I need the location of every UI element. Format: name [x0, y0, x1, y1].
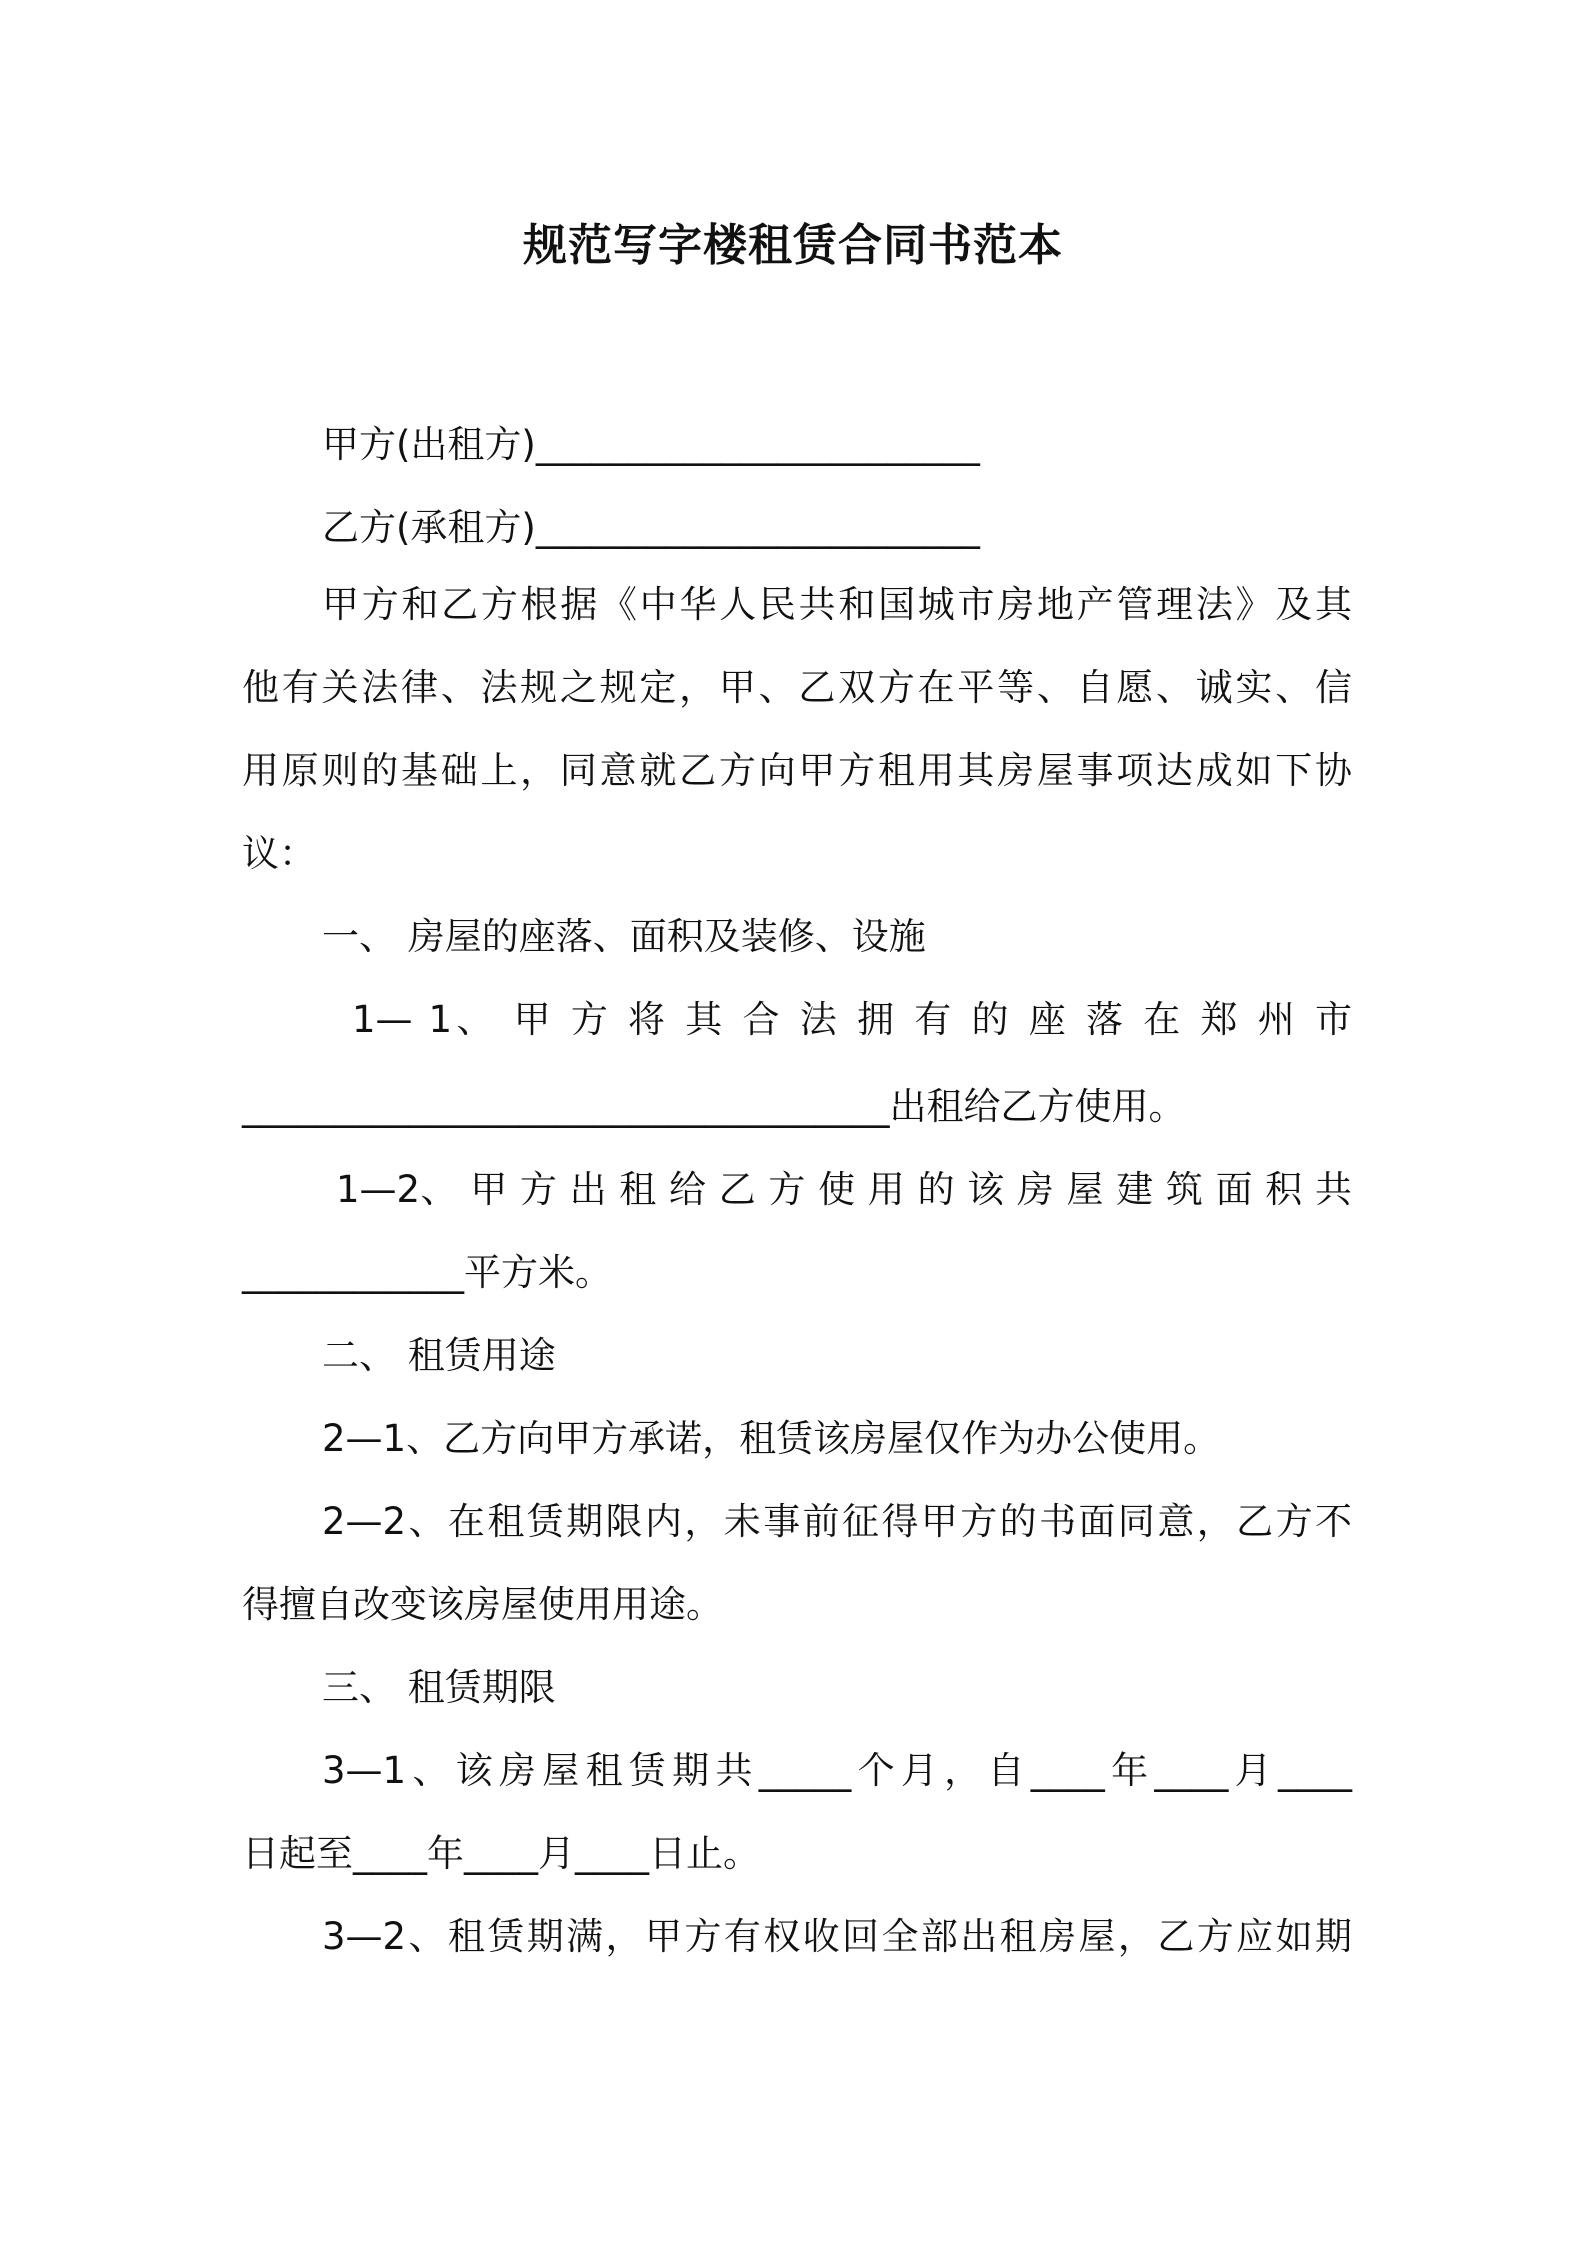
- clause-line: 2—1、乙方向甲方承诺，租赁该房屋仅作为办公使用。: [322, 1417, 1221, 1460]
- clause-line: 日起至____年____月____日止。: [242, 1832, 760, 1875]
- clause-line: 1—2、 甲 方 出 租 给 乙 方 使 用 的 该 房 屋 建 筑 面 积 共: [336, 1168, 1352, 1211]
- clause-line: ___________________________________出租给乙方使用。: [242, 1085, 1186, 1128]
- clause-line: 3—1、该房屋租赁期共_____个月，自____年____月____: [322, 1749, 1352, 1792]
- paragraph-line: 议：: [242, 832, 316, 875]
- paragraph-line: 他有关法律、法规之规定，甲、乙双方在平等、自愿、诚实、信: [242, 666, 1352, 709]
- section-heading: 一、 房屋的座落、面积及装修、设施: [322, 915, 926, 958]
- clause-line: 3—2、租赁期满，甲方有权收回全部出租房屋，乙方应如期: [322, 1915, 1352, 1958]
- clause-line: 得擅自改变该房屋使用用途。: [242, 1583, 723, 1626]
- clause-line: ____________平方米。: [242, 1251, 612, 1294]
- clause-line: 2—2、在租赁期限内，未事前征得甲方的书面同意，乙方不: [322, 1500, 1352, 1543]
- clause-line: 1— 1、 甲 方 将 其 合 法 拥 有 的 座 落 在 郑 州 市: [352, 998, 1352, 1041]
- paragraph-line: 用原则的基础上，同意就乙方向甲方租用其房屋事项达成如下协: [242, 749, 1352, 792]
- document-title: 规范写字楼租赁合同书范本: [523, 220, 1063, 271]
- section-heading: 三、 租赁期限: [322, 1666, 556, 1709]
- party-b-line: 乙方(承租方)________________________: [322, 506, 980, 549]
- party-a-line: 甲方(出租方)________________________: [322, 423, 980, 466]
- section-heading: 二、 租赁用途: [322, 1334, 556, 1377]
- paragraph-line: 甲方和乙方根据《中华人民共和国城市房地产管理法》及其: [322, 583, 1352, 626]
